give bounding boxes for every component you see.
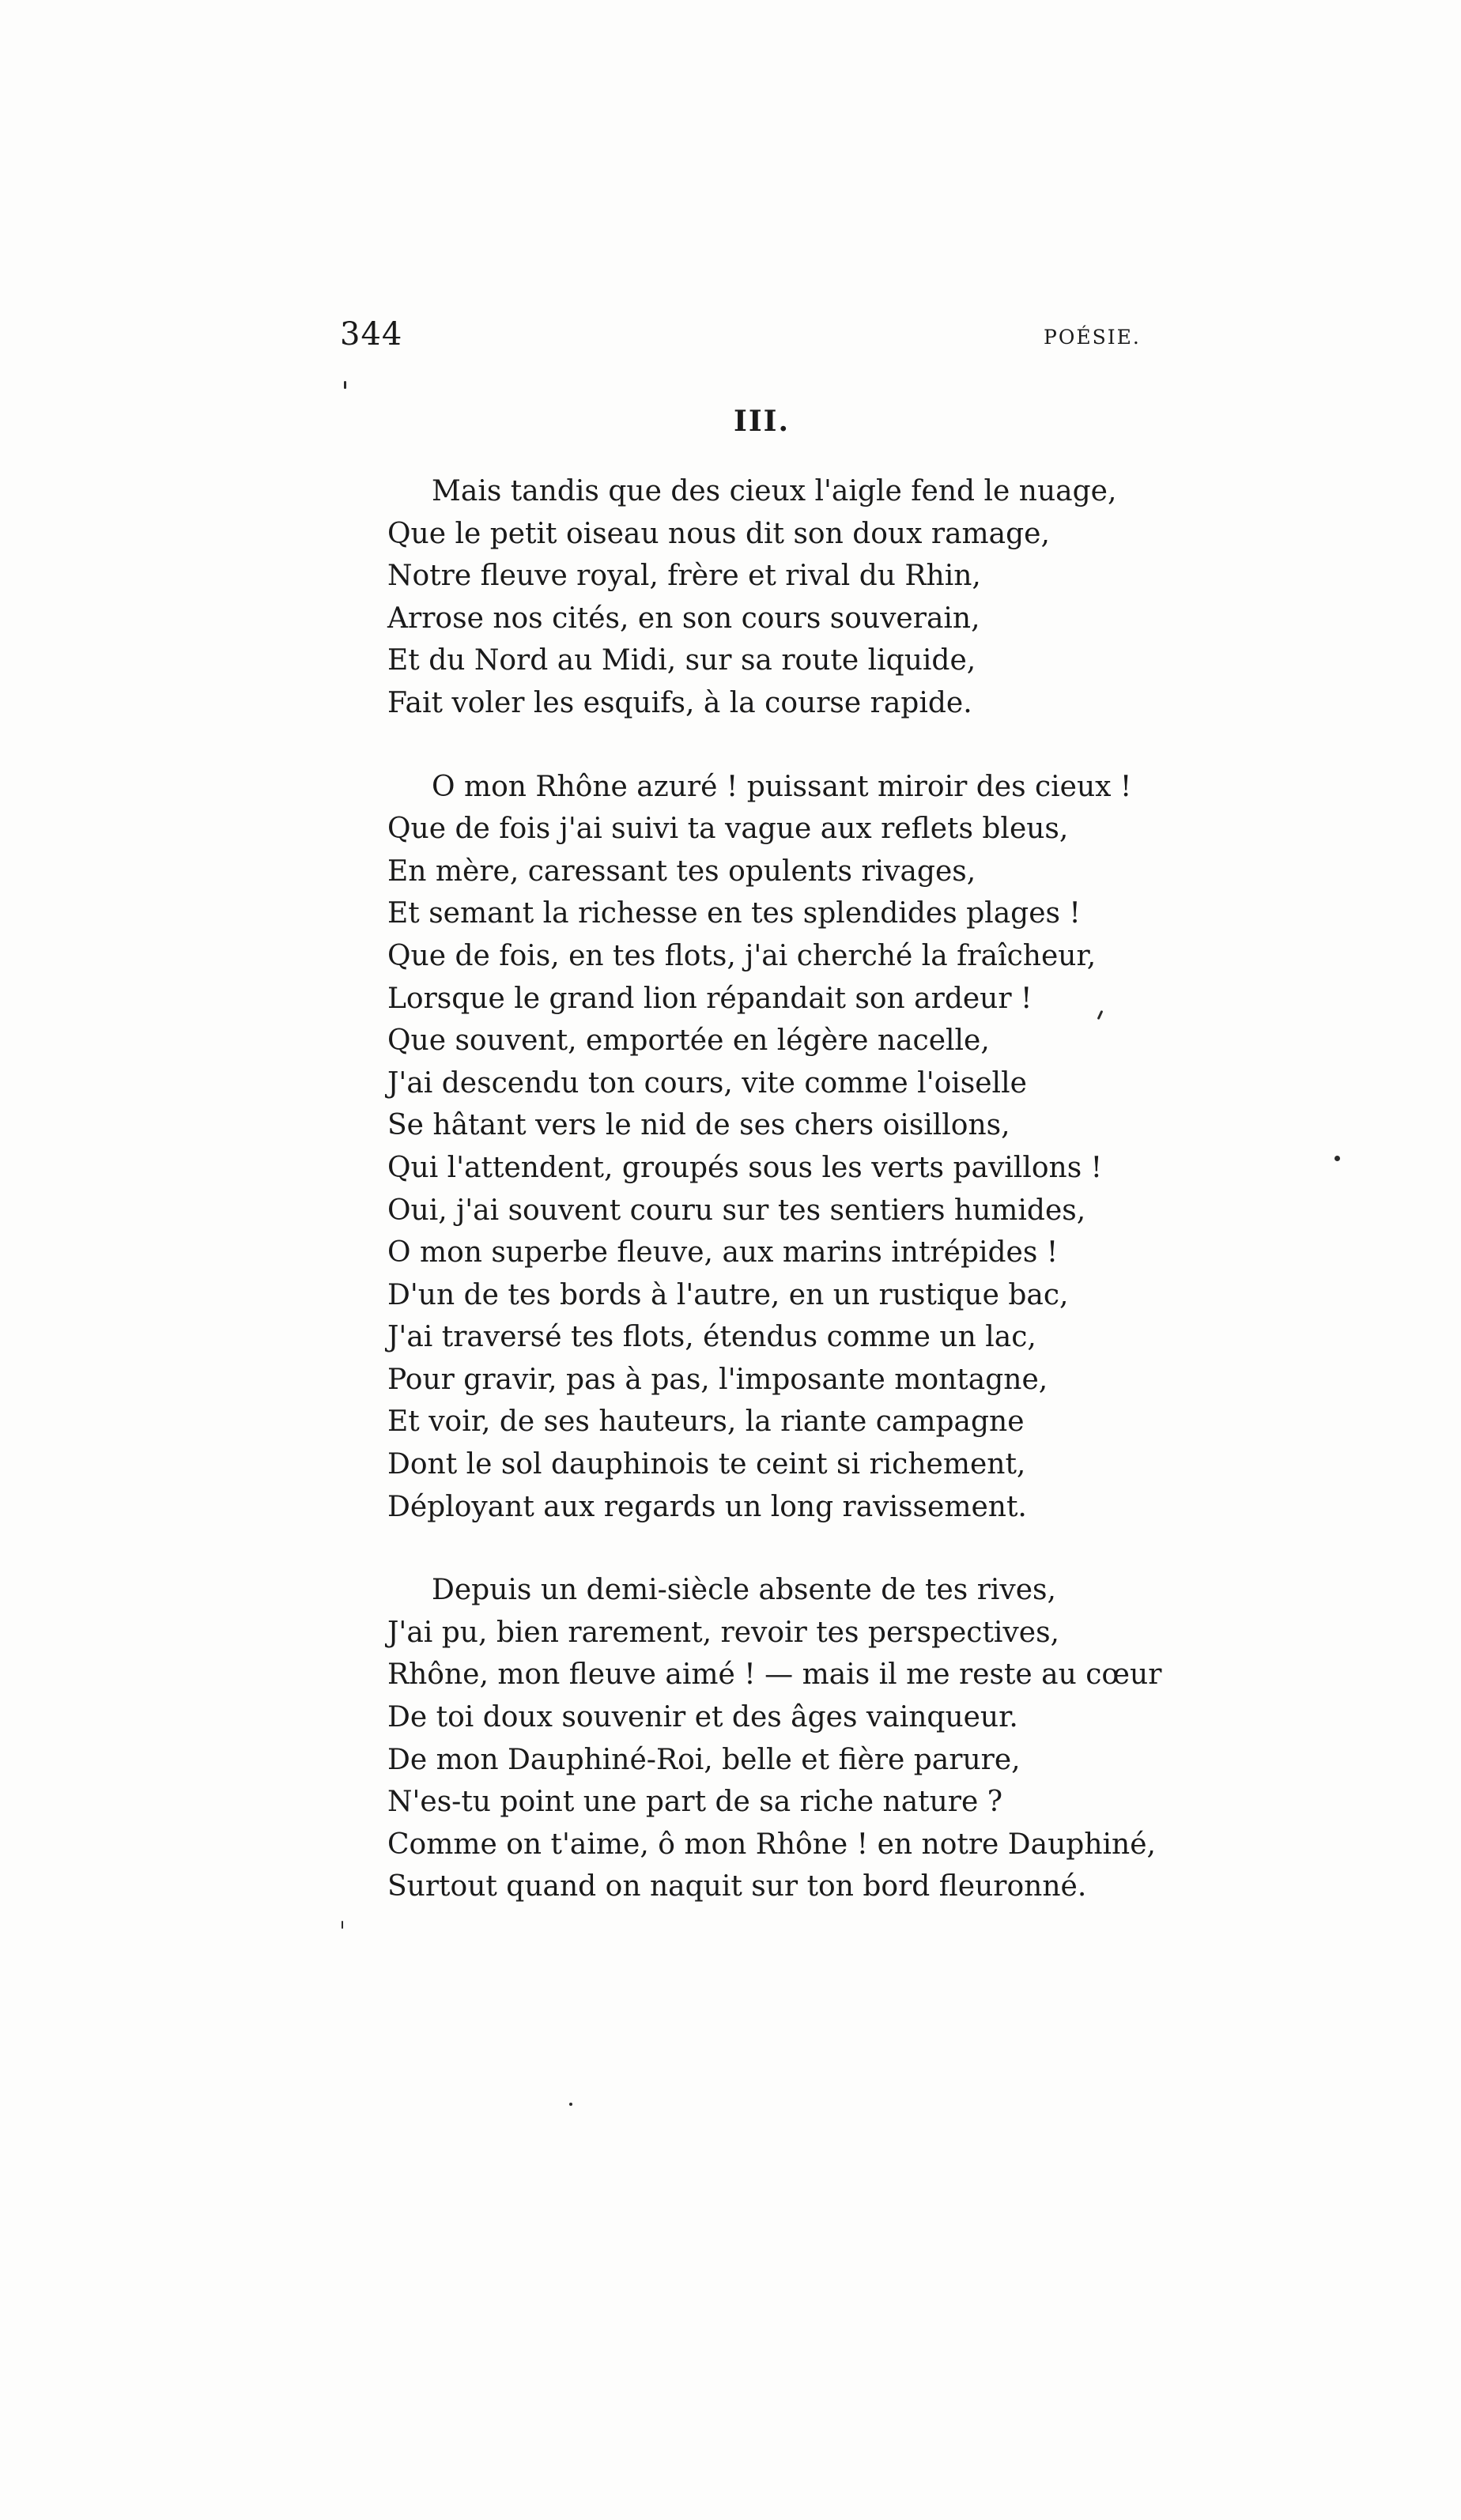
running-title: POÉSIE.	[1044, 326, 1141, 349]
verse-line: O mon superbe fleuve, aux marins intrépides !	[387, 1236, 1059, 1269]
verse-line: Dont le sol dauphinois te ceint si richement,	[387, 1448, 1026, 1481]
print-speck	[569, 2103, 572, 2106]
verse-line: Mais tandis que des cieux l'aigle fend le nuage,	[432, 475, 1117, 507]
stanza-1	[387, 470, 1178, 725]
verse-line: Notre fleuve royal, frère et rival du Rhin,	[387, 560, 981, 593]
verse-line: En mère, caressant tes opulents rivages,	[387, 854, 976, 888]
verse-line: Pour gravir, pas à pas, l'imposante montagne,	[387, 1363, 1048, 1396]
verse-line: Depuis un demi-siècle absente de tes rives,	[432, 1574, 1056, 1607]
running-head	[340, 316, 1162, 364]
verse-line: De toi doux souvenir et des âges vainqueur.	[387, 1701, 1018, 1734]
print-speck	[342, 1921, 343, 1929]
section-numeral: III.	[734, 405, 791, 438]
print-speck	[344, 381, 346, 389]
verse-line: Et semant la richesse en tes splendides plages !	[387, 897, 1081, 930]
stanza-3	[387, 1569, 1178, 1908]
verse-line: Que le petit oiseau nous dit son doux ramage,	[387, 517, 1050, 550]
verse-line: Lorsque le grand lion répandait son ardeur !	[387, 982, 1033, 1015]
verse-line: Déployant aux regards un long ravissement.	[387, 1490, 1027, 1523]
verse-line: Que souvent, emportée en légère nacelle,	[387, 1024, 990, 1058]
verse-line: Et voir, de ses hauteurs, la riante campagne	[387, 1405, 1025, 1439]
verse-line: D'un de tes bords à l'autre, en un rustique bac,	[387, 1278, 1069, 1311]
verse-line: Fait voler les esquifs, à la course rapide.	[387, 686, 972, 719]
verse-line: Et du Nord au Midi, sur sa route liquide,	[387, 644, 976, 677]
verse-line: Arrose nos cités, en son cours souverain,	[387, 602, 980, 635]
verse-line: Qui l'attendent, groupés sous les verts pavillons !	[387, 1151, 1103, 1184]
verse-line: J'ai traversé tes flots, étendus comme un lac,	[387, 1321, 1036, 1354]
poem	[387, 470, 1178, 1908]
page-number: 344	[340, 316, 403, 353]
verse-line: Se hâtant vers le nid de ses chers oisillons,	[387, 1109, 1010, 1142]
verse-line: Oui, j'ai souvent couru sur tes sentiers humides,	[387, 1194, 1086, 1227]
verse-line: N'es-tu point une part de sa riche nature ?	[387, 1786, 1003, 1819]
verse-line: Que de fois, en tes flots, j'ai cherché la fraîcheur,	[387, 939, 1097, 972]
print-speck	[1335, 1156, 1340, 1161]
verse-line: De mon Dauphiné-Roi, belle et fière parure,	[387, 1743, 1021, 1776]
verse-line: Comme on t'aime, ô mon Rhône ! en notre Dauphiné,	[387, 1828, 1156, 1861]
stanza-2	[387, 766, 1178, 1529]
verse-line: Que de fois j'ai suivi ta vague aux reflets bleus,	[387, 813, 1069, 846]
verse-line: Surtout quand on naquit sur ton bord fleuronné.	[387, 1870, 1087, 1903]
verse-line: J'ai descendu ton cours, vite comme l'oiselle	[387, 1066, 1027, 1100]
verse-line: Rhône, mon fleuve aimé ! — mais il me reste au cœur	[387, 1658, 1162, 1692]
verse-line: J'ai pu, bien rarement, revoir tes perspectives,	[387, 1616, 1059, 1649]
verse-line: O mon Rhône azuré ! puissant miroir des cieux !	[432, 770, 1132, 803]
